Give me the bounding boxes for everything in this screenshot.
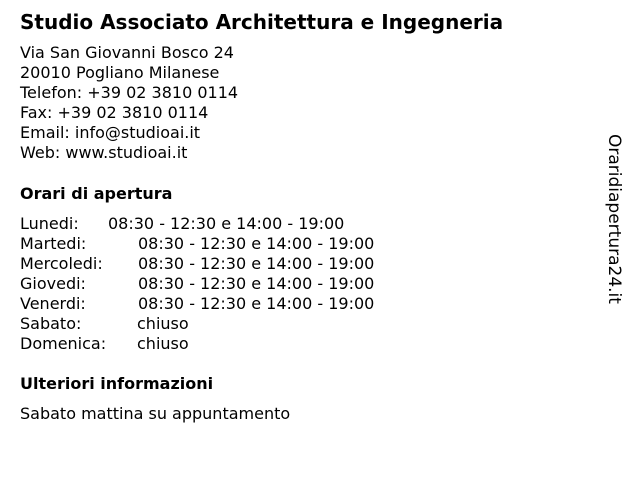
hours-time: 08:30 - 12:30 e 14:00 - 19:00 [138,254,375,273]
phone-number: Telefon: +39 02 3810 0114 [20,83,239,102]
hours-row-saturday [20,314,440,334]
more-info-text: Sabato mattina su appuntamento [20,404,291,423]
hours-time: 08:30 - 12:30 e 14:00 - 19:00 [138,234,375,253]
hours-row-friday [20,294,440,314]
hours-day: Mercoledi: [20,254,103,273]
hours-day: Domenica: [20,334,107,353]
hours-row-wednesday [20,254,440,274]
fax-number: Fax: +39 02 3810 0114 [20,103,209,122]
opening-hours-table [20,214,440,354]
hours-day: Giovedi: [20,274,86,293]
hours-row-thursday [20,274,440,294]
more-info-heading: Ulteriori informazioni [20,374,214,393]
hours-time: 08:30 - 12:30 e 14:00 - 19:00 [138,274,375,293]
hours-row-sunday [20,334,440,354]
hours-time: 08:30 - 12:30 e 14:00 - 19:00 [108,214,345,233]
hours-day: Sabato: [20,314,82,333]
hours-row-monday [20,214,440,234]
address-street: Via San Giovanni Bosco 24 [20,43,234,62]
hours-day: Lunedi: [20,214,79,233]
email-address: Email: info@studioai.it [20,123,201,142]
contact-block [20,43,238,163]
hours-day: Venerdi: [20,294,86,313]
website: Web: www.studioai.it [20,143,188,162]
hours-day: Martedi: [20,234,87,253]
business-name: Studio Associato Architettura e Ingegneria [20,10,504,34]
address-city: 20010 Pogliano Milanese [20,63,220,82]
site-watermark: Oraridiapertura24.it [604,134,624,304]
hours-row-tuesday [20,234,440,254]
hours-time: chiuso [137,314,189,333]
opening-hours-heading: Orari di apertura [20,184,173,203]
hours-time: chiuso [137,334,189,353]
hours-time: 08:30 - 12:30 e 14:00 - 19:00 [138,294,375,313]
